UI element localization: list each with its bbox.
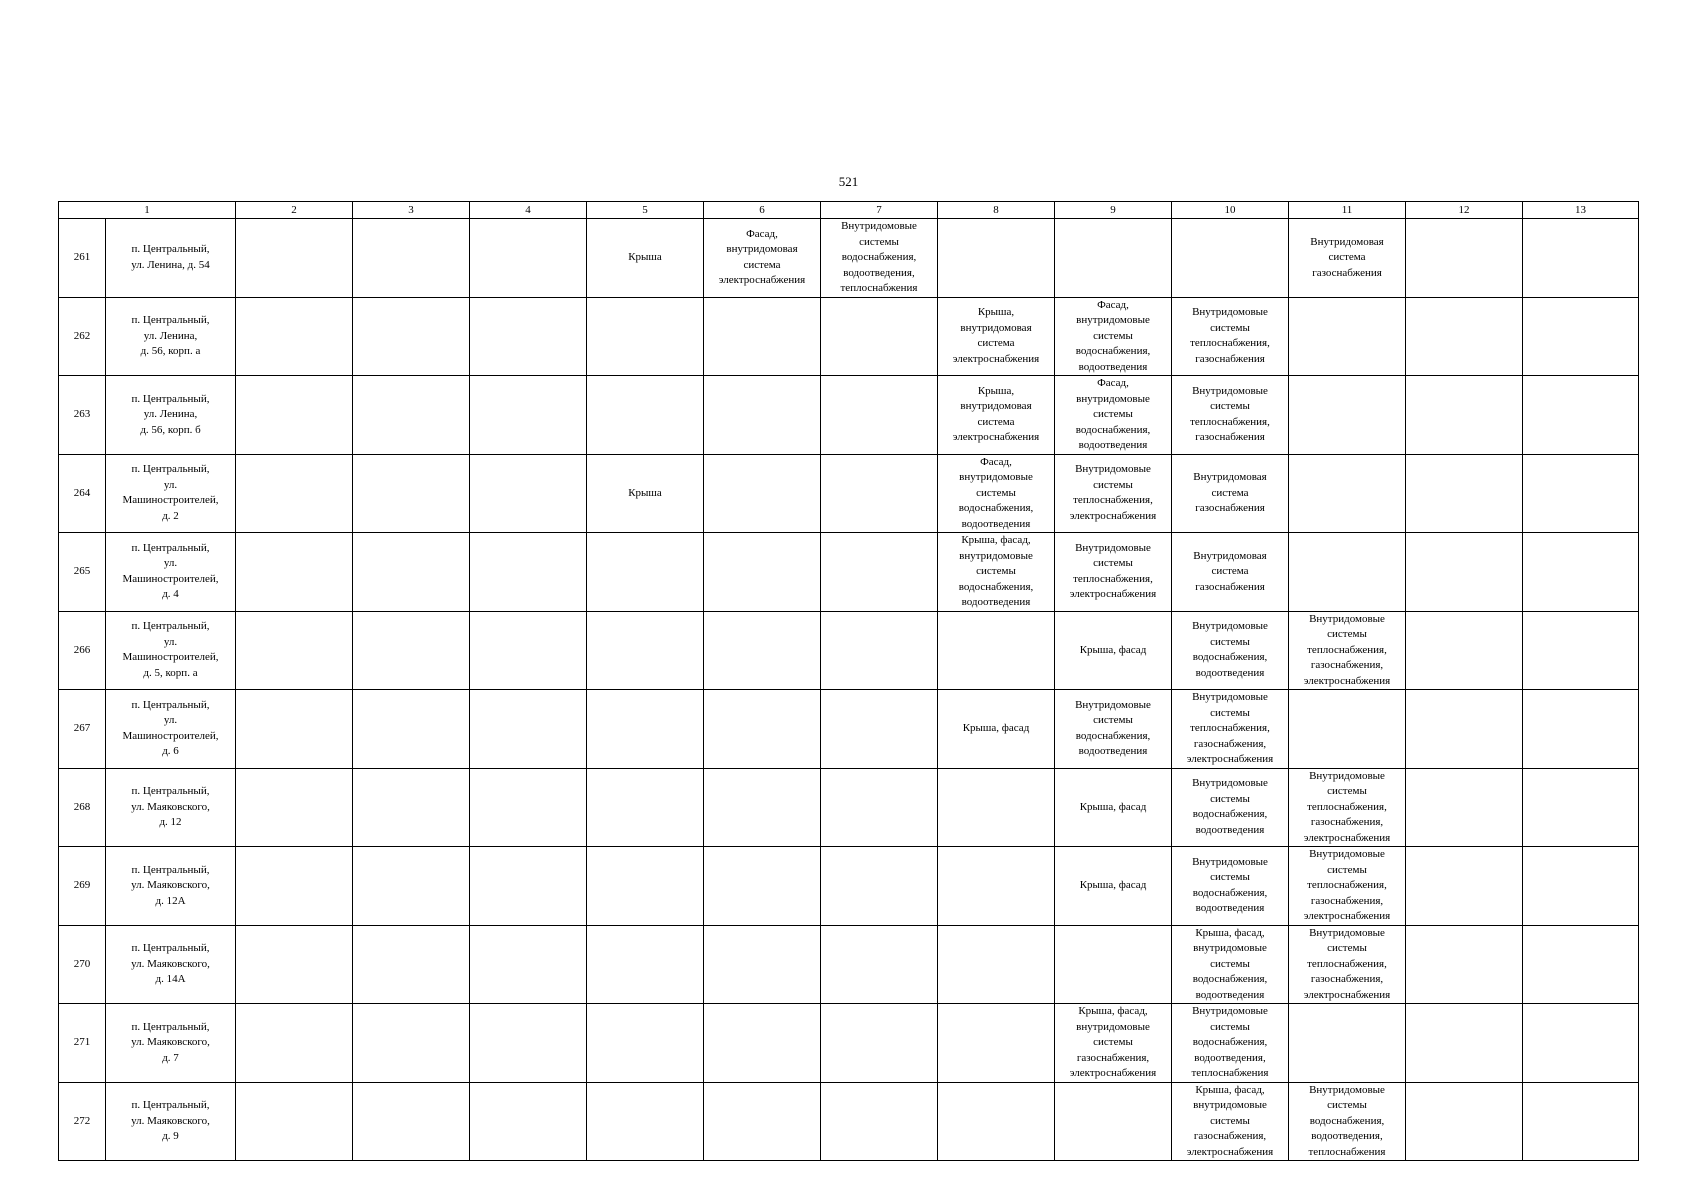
work-cell-9 (1055, 1082, 1172, 1161)
work-cell-6 (704, 533, 821, 612)
address-cell: п. Центральный, ул. Ленина, д. 56, корп. а (106, 297, 236, 376)
work-cell-4 (470, 1004, 587, 1083)
work-cell-7 (821, 533, 938, 612)
work-cell-5 (587, 611, 704, 690)
work-cell-6 (704, 611, 821, 690)
row-number-cell: 268 (59, 768, 106, 847)
work-cell-13 (1523, 219, 1639, 298)
work-cell-6 (704, 847, 821, 926)
work-cell-10: Крыша, фасад, внутридомовые системы водоснабжения, водоотведения (1172, 925, 1289, 1004)
work-cell-9 (1055, 219, 1172, 298)
row-number-cell: 267 (59, 690, 106, 769)
address-cell: п. Центральный, ул. Машиностроителей, д. 2 (106, 454, 236, 533)
work-cell-10: Внутридомовая система газоснабжения (1172, 533, 1289, 612)
work-cell-12 (1406, 1082, 1523, 1161)
address-cell: п. Центральный, ул. Маяковского, д. 12 (106, 768, 236, 847)
row-number-cell: 264 (59, 454, 106, 533)
work-cell-10: Внутридомовые системы водоснабжения, водоотведения, теплоснабжения (1172, 1004, 1289, 1083)
column-header: 8 (938, 202, 1055, 219)
row-number-cell: 270 (59, 925, 106, 1004)
work-cell-13 (1523, 768, 1639, 847)
row-number-cell: 262 (59, 297, 106, 376)
work-cell-9: Крыша, фасад (1055, 768, 1172, 847)
work-cell-13 (1523, 925, 1639, 1004)
work-cell-7 (821, 376, 938, 455)
work-cell-4 (470, 768, 587, 847)
column-header: 7 (821, 202, 938, 219)
work-cell-12 (1406, 454, 1523, 533)
work-cell-11: Внутридомовые системы теплоснабжения, газоснабжения, электроснабжения (1289, 925, 1406, 1004)
work-cell-8 (938, 847, 1055, 926)
work-cell-5: Крыша (587, 454, 704, 533)
work-cell-2 (236, 925, 353, 1004)
work-cell-6 (704, 768, 821, 847)
table-row (59, 533, 1639, 612)
work-cell-3 (353, 847, 470, 926)
work-cell-2 (236, 454, 353, 533)
work-cell-12 (1406, 533, 1523, 612)
work-cell-5 (587, 690, 704, 769)
table-row (59, 1004, 1639, 1083)
column-header: 6 (704, 202, 821, 219)
work-cell-4 (470, 376, 587, 455)
work-cell-5 (587, 376, 704, 455)
address-cell: п. Центральный, ул. Маяковского, д. 12А (106, 847, 236, 926)
work-cell-11: Внутридомовые системы водоснабжения, водоотведения, теплоснабжения (1289, 1082, 1406, 1161)
work-cell-10 (1172, 219, 1289, 298)
work-cell-8 (938, 925, 1055, 1004)
work-cell-7 (821, 611, 938, 690)
work-cell-2 (236, 611, 353, 690)
work-cell-5 (587, 297, 704, 376)
table-body (59, 219, 1639, 1161)
table-row (59, 768, 1639, 847)
work-cell-5 (587, 1004, 704, 1083)
work-cell-5 (587, 533, 704, 612)
work-cell-3 (353, 533, 470, 612)
work-cell-9: Фасад, внутридомовые системы водоснабжения, водоотведения (1055, 376, 1172, 455)
table-row (59, 454, 1639, 533)
work-cell-5 (587, 925, 704, 1004)
work-cell-3 (353, 454, 470, 533)
work-cell-11: Внутридомовые системы теплоснабжения, газоснабжения, электроснабжения (1289, 768, 1406, 847)
work-cell-8 (938, 768, 1055, 847)
work-cell-13 (1523, 376, 1639, 455)
work-cell-13 (1523, 297, 1639, 376)
work-cell-6 (704, 376, 821, 455)
work-cell-3 (353, 925, 470, 1004)
work-cell-2 (236, 533, 353, 612)
work-cell-8: Крыша, фасад (938, 690, 1055, 769)
work-cell-8 (938, 219, 1055, 298)
work-cell-12 (1406, 611, 1523, 690)
work-cell-4 (470, 847, 587, 926)
work-cell-13 (1523, 1082, 1639, 1161)
row-number-cell: 266 (59, 611, 106, 690)
work-cell-9: Внутридомовые системы водоснабжения, водоотведения (1055, 690, 1172, 769)
work-cell-13 (1523, 1004, 1639, 1083)
work-cell-9: Крыша, фасад (1055, 611, 1172, 690)
table-row (59, 297, 1639, 376)
column-header: 4 (470, 202, 587, 219)
work-cell-7 (821, 847, 938, 926)
column-header: 1 (59, 202, 236, 219)
work-cell-2 (236, 297, 353, 376)
work-cell-5 (587, 847, 704, 926)
work-cell-12 (1406, 925, 1523, 1004)
table-row (59, 219, 1639, 298)
repair-schedule-table (58, 201, 1639, 1161)
work-cell-6: Фасад, внутридомовая система электроснабжения (704, 219, 821, 298)
work-cell-13 (1523, 847, 1639, 926)
work-cell-9 (1055, 925, 1172, 1004)
work-cell-12 (1406, 297, 1523, 376)
work-cell-11: Внутридомовые системы теплоснабжения, газоснабжения, электроснабжения (1289, 611, 1406, 690)
work-cell-11: Внутридомовая система газоснабжения (1289, 219, 1406, 298)
address-cell: п. Центральный, ул. Маяковского, д. 14А (106, 925, 236, 1004)
column-header: 10 (1172, 202, 1289, 219)
work-cell-7 (821, 925, 938, 1004)
row-number-cell: 261 (59, 219, 106, 298)
work-cell-2 (236, 768, 353, 847)
column-header: 3 (353, 202, 470, 219)
column-header: 11 (1289, 202, 1406, 219)
work-cell-4 (470, 1082, 587, 1161)
work-cell-11 (1289, 454, 1406, 533)
row-number-cell: 265 (59, 533, 106, 612)
work-cell-7: Внутридомовые системы водоснабжения, водоотведения, теплоснабжения (821, 219, 938, 298)
work-cell-13 (1523, 454, 1639, 533)
work-cell-10: Внутридомовые системы теплоснабжения, газоснабжения (1172, 297, 1289, 376)
work-cell-3 (353, 611, 470, 690)
work-cell-2 (236, 1082, 353, 1161)
work-cell-13 (1523, 690, 1639, 769)
work-cell-12 (1406, 690, 1523, 769)
work-cell-10: Внутридомовые системы водоснабжения, водоотведения (1172, 768, 1289, 847)
work-cell-6 (704, 1082, 821, 1161)
table-row (59, 1082, 1639, 1161)
column-header: 13 (1523, 202, 1639, 219)
work-cell-9: Крыша, фасад (1055, 847, 1172, 926)
work-cell-9: Фасад, внутридомовые системы водоснабжения, водоотведения (1055, 297, 1172, 376)
work-cell-6 (704, 1004, 821, 1083)
work-cell-9: Внутридомовые системы теплоснабжения, электроснабжения (1055, 454, 1172, 533)
column-header: 9 (1055, 202, 1172, 219)
work-cell-10: Внутридомовые системы теплоснабжения, газоснабжения (1172, 376, 1289, 455)
work-cell-5: Крыша (587, 219, 704, 298)
work-cell-10: Крыша, фасад, внутридомовые системы газоснабжения, электроснабжения (1172, 1082, 1289, 1161)
work-cell-7 (821, 454, 938, 533)
work-cell-13 (1523, 533, 1639, 612)
work-cell-3 (353, 219, 470, 298)
work-cell-12 (1406, 847, 1523, 926)
row-number-cell: 263 (59, 376, 106, 455)
row-number-cell: 272 (59, 1082, 106, 1161)
work-cell-4 (470, 297, 587, 376)
work-cell-6 (704, 925, 821, 1004)
page-number: 521 (838, 174, 859, 189)
work-cell-8: Крыша, внутридомовая система электроснабжения (938, 297, 1055, 376)
work-cell-12 (1406, 768, 1523, 847)
work-cell-2 (236, 376, 353, 455)
row-number-cell: 271 (59, 1004, 106, 1083)
table-row (59, 611, 1639, 690)
work-cell-8 (938, 1004, 1055, 1083)
work-cell-5 (587, 768, 704, 847)
table-row (59, 376, 1639, 455)
work-cell-6 (704, 454, 821, 533)
work-cell-11 (1289, 533, 1406, 612)
work-cell-12 (1406, 1004, 1523, 1083)
work-cell-11 (1289, 690, 1406, 769)
address-cell: п. Центральный, ул. Машиностроителей, д. 6 (106, 690, 236, 769)
work-cell-7 (821, 1082, 938, 1161)
work-cell-4 (470, 454, 587, 533)
column-header: 12 (1406, 202, 1523, 219)
column-header: 5 (587, 202, 704, 219)
table-row (59, 847, 1639, 926)
table-row (59, 925, 1639, 1004)
work-cell-8 (938, 611, 1055, 690)
work-cell-9: Внутридомовые системы теплоснабжения, электроснабжения (1055, 533, 1172, 612)
work-cell-7 (821, 1004, 938, 1083)
address-cell: п. Центральный, ул. Машиностроителей, д. 4 (106, 533, 236, 612)
table-row (59, 690, 1639, 769)
work-cell-4 (470, 690, 587, 769)
address-cell: п. Центральный, ул. Ленина, д. 56, корп. б (106, 376, 236, 455)
work-cell-3 (353, 768, 470, 847)
work-cell-12 (1406, 219, 1523, 298)
work-cell-2 (236, 219, 353, 298)
column-number-row (59, 202, 1639, 219)
work-cell-3 (353, 376, 470, 455)
work-cell-5 (587, 1082, 704, 1161)
address-cell: п. Центральный, ул. Маяковского, д. 9 (106, 1082, 236, 1161)
work-cell-11 (1289, 376, 1406, 455)
work-cell-2 (236, 690, 353, 769)
address-cell: п. Центральный, ул. Машиностроителей, д. 5, корп. а (106, 611, 236, 690)
work-cell-3 (353, 297, 470, 376)
work-cell-11 (1289, 297, 1406, 376)
work-cell-11: Внутридомовые системы теплоснабжения, газоснабжения, электроснабжения (1289, 847, 1406, 926)
work-cell-4 (470, 533, 587, 612)
work-cell-8: Крыша, внутридомовая система электроснабжения (938, 376, 1055, 455)
work-cell-8 (938, 1082, 1055, 1161)
work-cell-4 (470, 219, 587, 298)
address-cell: п. Центральный, ул. Ленина, д. 54 (106, 219, 236, 298)
work-cell-10: Внутридомовая система газоснабжения (1172, 454, 1289, 533)
work-cell-7 (821, 768, 938, 847)
address-cell: п. Центральный, ул. Маяковского, д. 7 (106, 1004, 236, 1083)
work-cell-12 (1406, 376, 1523, 455)
work-cell-3 (353, 690, 470, 769)
work-cell-7 (821, 690, 938, 769)
work-cell-11 (1289, 1004, 1406, 1083)
work-cell-8: Крыша, фасад, внутридомовые системы водоснабжения, водоотведения (938, 533, 1055, 612)
work-cell-10: Внутридомовые системы водоснабжения, водоотведения (1172, 611, 1289, 690)
work-cell-3 (353, 1004, 470, 1083)
work-cell-2 (236, 847, 353, 926)
work-cell-8: Фасад, внутридомовые системы водоснабжения, водоотведения (938, 454, 1055, 533)
work-cell-6 (704, 297, 821, 376)
work-cell-3 (353, 1082, 470, 1161)
work-cell-4 (470, 611, 587, 690)
work-cell-7 (821, 297, 938, 376)
work-cell-10: Внутридомовые системы водоснабжения, водоотведения (1172, 847, 1289, 926)
work-cell-4 (470, 925, 587, 1004)
work-cell-6 (704, 690, 821, 769)
work-cell-9: Крыша, фасад, внутридомовые системы газоснабжения, электроснабжения (1055, 1004, 1172, 1083)
work-cell-2 (236, 1004, 353, 1083)
row-number-cell: 269 (59, 847, 106, 926)
column-header: 2 (236, 202, 353, 219)
work-cell-13 (1523, 611, 1639, 690)
work-cell-10: Внутридомовые системы теплоснабжения, газоснабжения, электроснабжения (1172, 690, 1289, 769)
